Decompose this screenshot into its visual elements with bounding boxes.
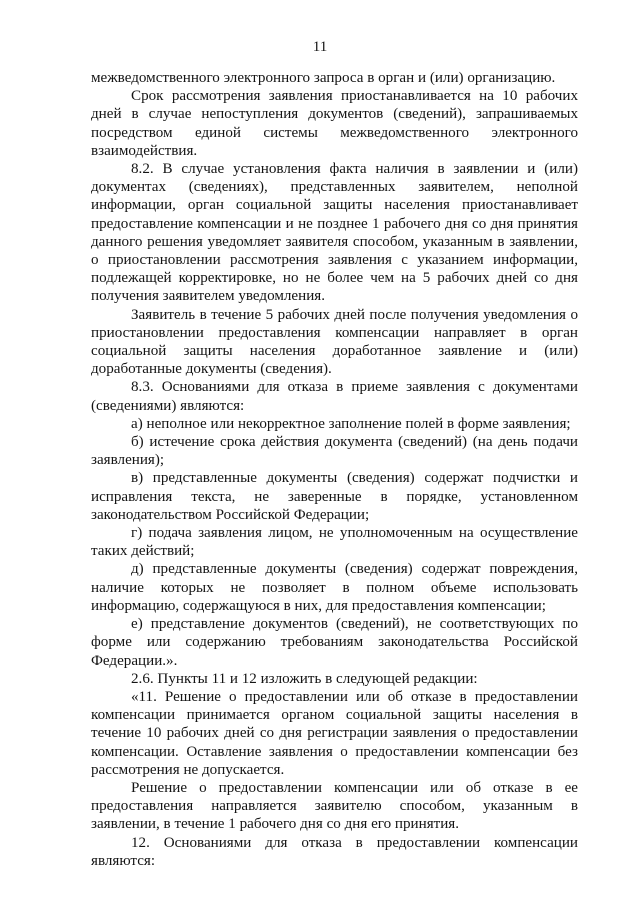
list-item-e: е) представление документов (сведений), не соответствующих по форме или содержанию требованиям законодательства Российской Федерации.». bbox=[91, 616, 578, 669]
paragraph-12: 12. Основаниями для отказа в предоставлении компенсации являются: bbox=[91, 834, 578, 869]
paragraph-applicant-deadline: Заявитель в течение 5 рабочих дней после получения уведомления о приостановлении предоставления компенсации направляет в орган социальной защиты населения доработанное заявление и (или) доработанные документы (сведения). bbox=[91, 306, 578, 378]
paragraph-suspension-term: Срок рассмотрения заявления приостанавливается на 10 рабочих дней в случае непоступления документов (сведений), запрашиваемых посредством единой системы межведомственного электронного взаимодействия. bbox=[91, 88, 578, 159]
paragraph-decision-notice: Решение о предоставлении компенсации или об отказе в ее предоставления направляется заявителю способом, указанным в заявлении, в течение 1 рабочего дня со дня его принятия. bbox=[91, 779, 578, 833]
page-number: 11 bbox=[312, 39, 328, 55]
list-item-g: г) подача заявления лицом, не уполномоченным на осуществление таких действий; bbox=[91, 525, 578, 560]
list-item-b: б) истечение срока действия документа (сведений) (на день подачи заявления); bbox=[91, 434, 578, 469]
list-item-d: д) представленные документы (сведения) содержат повреждения, наличие которых не позволяет в полном объеме использовать информацию, содержащуюся в них, для предоставления компенсации; bbox=[91, 561, 578, 614]
paragraph-8-2: 8.2. В случае установления факта наличия в заявлении и (или) документах (сведениях), представленных заявителем, неполной информации, орган социальной защиты населения приостанавливает предоставление компенсации и не позднее 1 рабочего дня со дня принятия данного решения уведомляет заявителя способом, указанным в заявлении, о приостановлении рассмотрения заявления с указанием информации, подлежащей корректировке, но не более чем на 5 рабочих дней со дня получения заявителем уведомления. bbox=[91, 161, 578, 305]
list-item-a: а) неполное или некорректное заполнение полей в форме заявления; bbox=[131, 415, 571, 432]
paragraph-11: «11. Решение о предоставлении или об отказе в предоставлении компенсации принимается органом социальной защиты населения в течение 10 рабочих дней со дня регистрации заявления о предоставлении компенсации. Оставление заявления о предоставлении компенсации без рассмотрения не допускается. bbox=[91, 688, 578, 778]
paragraph-8-3: 8.3. Основаниями для отказа в приеме заявления с документами (сведениями) являются: bbox=[91, 379, 578, 414]
document-body bbox=[91, 69, 578, 870]
list-item-v: в) представленные документы (сведения) содержат подчистки и исправления текста, не заверенные в порядке, установленном законодательством Российской Федерации; bbox=[91, 470, 578, 523]
paragraph-continuation: межведомственного электронного запроса в орган и (или) организацию. bbox=[91, 70, 556, 86]
paragraph-2-6: 2.6. Пункты 11 и 12 изложить в следующей редакции: bbox=[131, 670, 478, 687]
